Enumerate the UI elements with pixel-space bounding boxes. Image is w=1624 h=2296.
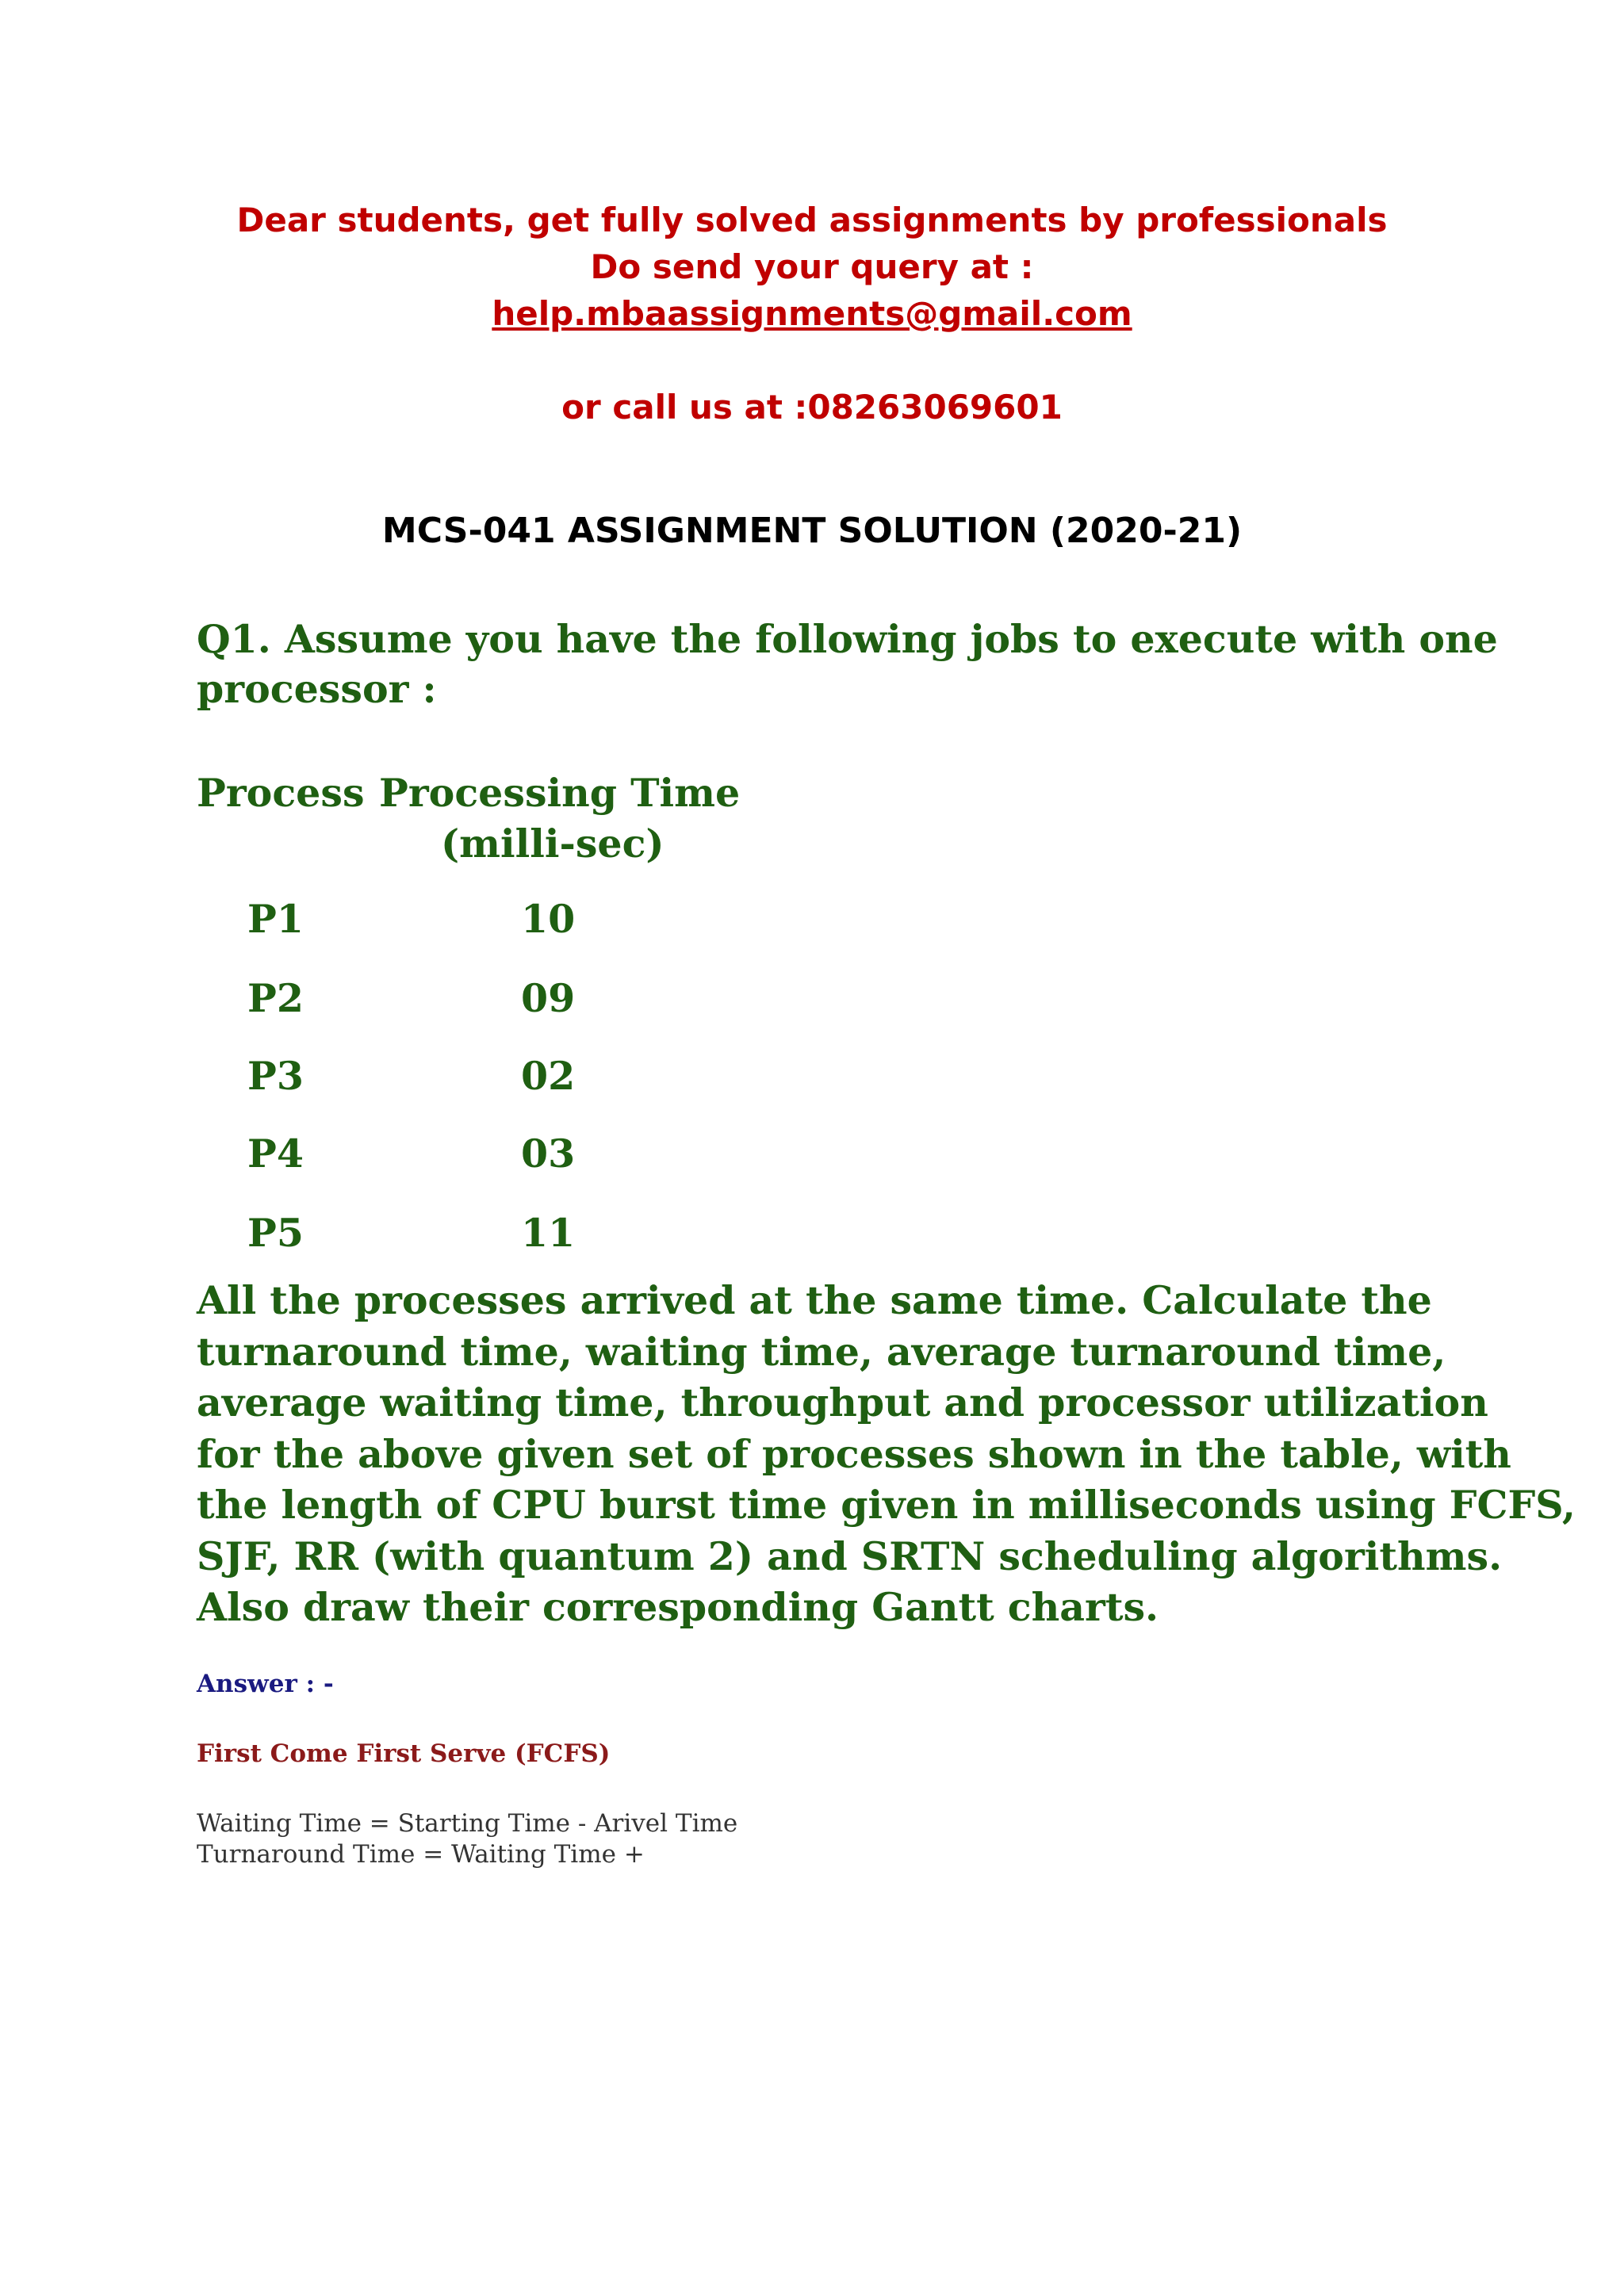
process-cell: P1 [247,896,304,942]
process-cell: P4 [247,1131,304,1177]
time-cell: 11 [521,1210,576,1256]
waiting-time-formula: Waiting Time = Starting Time - Arivel Time [197,1809,738,1838]
answer-label: Answer : - [197,1670,334,1698]
turnaround-time-formula: Turnaround Time = Waiting Time + [197,1840,645,1869]
body-line: Also draw their corresponding Gantt charts. [197,1584,1159,1630]
promo-query-line: Do send your query at : [590,247,1034,286]
question-line: processor : [197,666,437,712]
column-header-unit: (milli-sec) [441,821,665,867]
question-body [197,1275,1576,1633]
process-cell: P2 [247,975,304,1021]
body-line: turnaround time, waiting time, average turnaround time, [197,1328,1446,1375]
process-cell: P3 [247,1053,304,1099]
time-cell: 10 [521,896,576,942]
question-line: Q1. Assume you have the following jobs to execute with one [197,616,1498,662]
contact-phone: or call us at :08263069601 [561,388,1063,427]
column-header-time: Processing Time [379,770,741,816]
time-cell: 09 [521,975,576,1021]
question-heading [197,614,1498,714]
column-header-process: Process [197,770,365,816]
body-line: SJF, RR (with quantum 2) and SRTN scheduling algorithms. [197,1533,1503,1579]
body-line: average waiting time, throughput and processor utilization [197,1380,1488,1425]
promo-line: Dear students, get fully solved assignments by professionals [236,201,1388,239]
promo-header [0,197,1624,430]
fcfs-section-title: First Come First Serve (FCFS) [197,1739,611,1768]
body-line: All the processes arrived at the same time. Calculate the [197,1277,1432,1323]
document-title: MCS-041 ASSIGNMENT SOLUTION (2020-21) [381,511,1243,551]
body-line: the length of CPU burst time given in milliseconds using FCFS, [197,1482,1576,1528]
body-line: for the above given set of processes shown in the table, with [197,1430,1511,1477]
contact-email-link[interactable]: help.mbaassignments@gmail.com [492,294,1132,333]
time-cell: 03 [521,1131,576,1177]
time-cell: 02 [521,1053,576,1099]
process-cell: P5 [247,1210,304,1256]
